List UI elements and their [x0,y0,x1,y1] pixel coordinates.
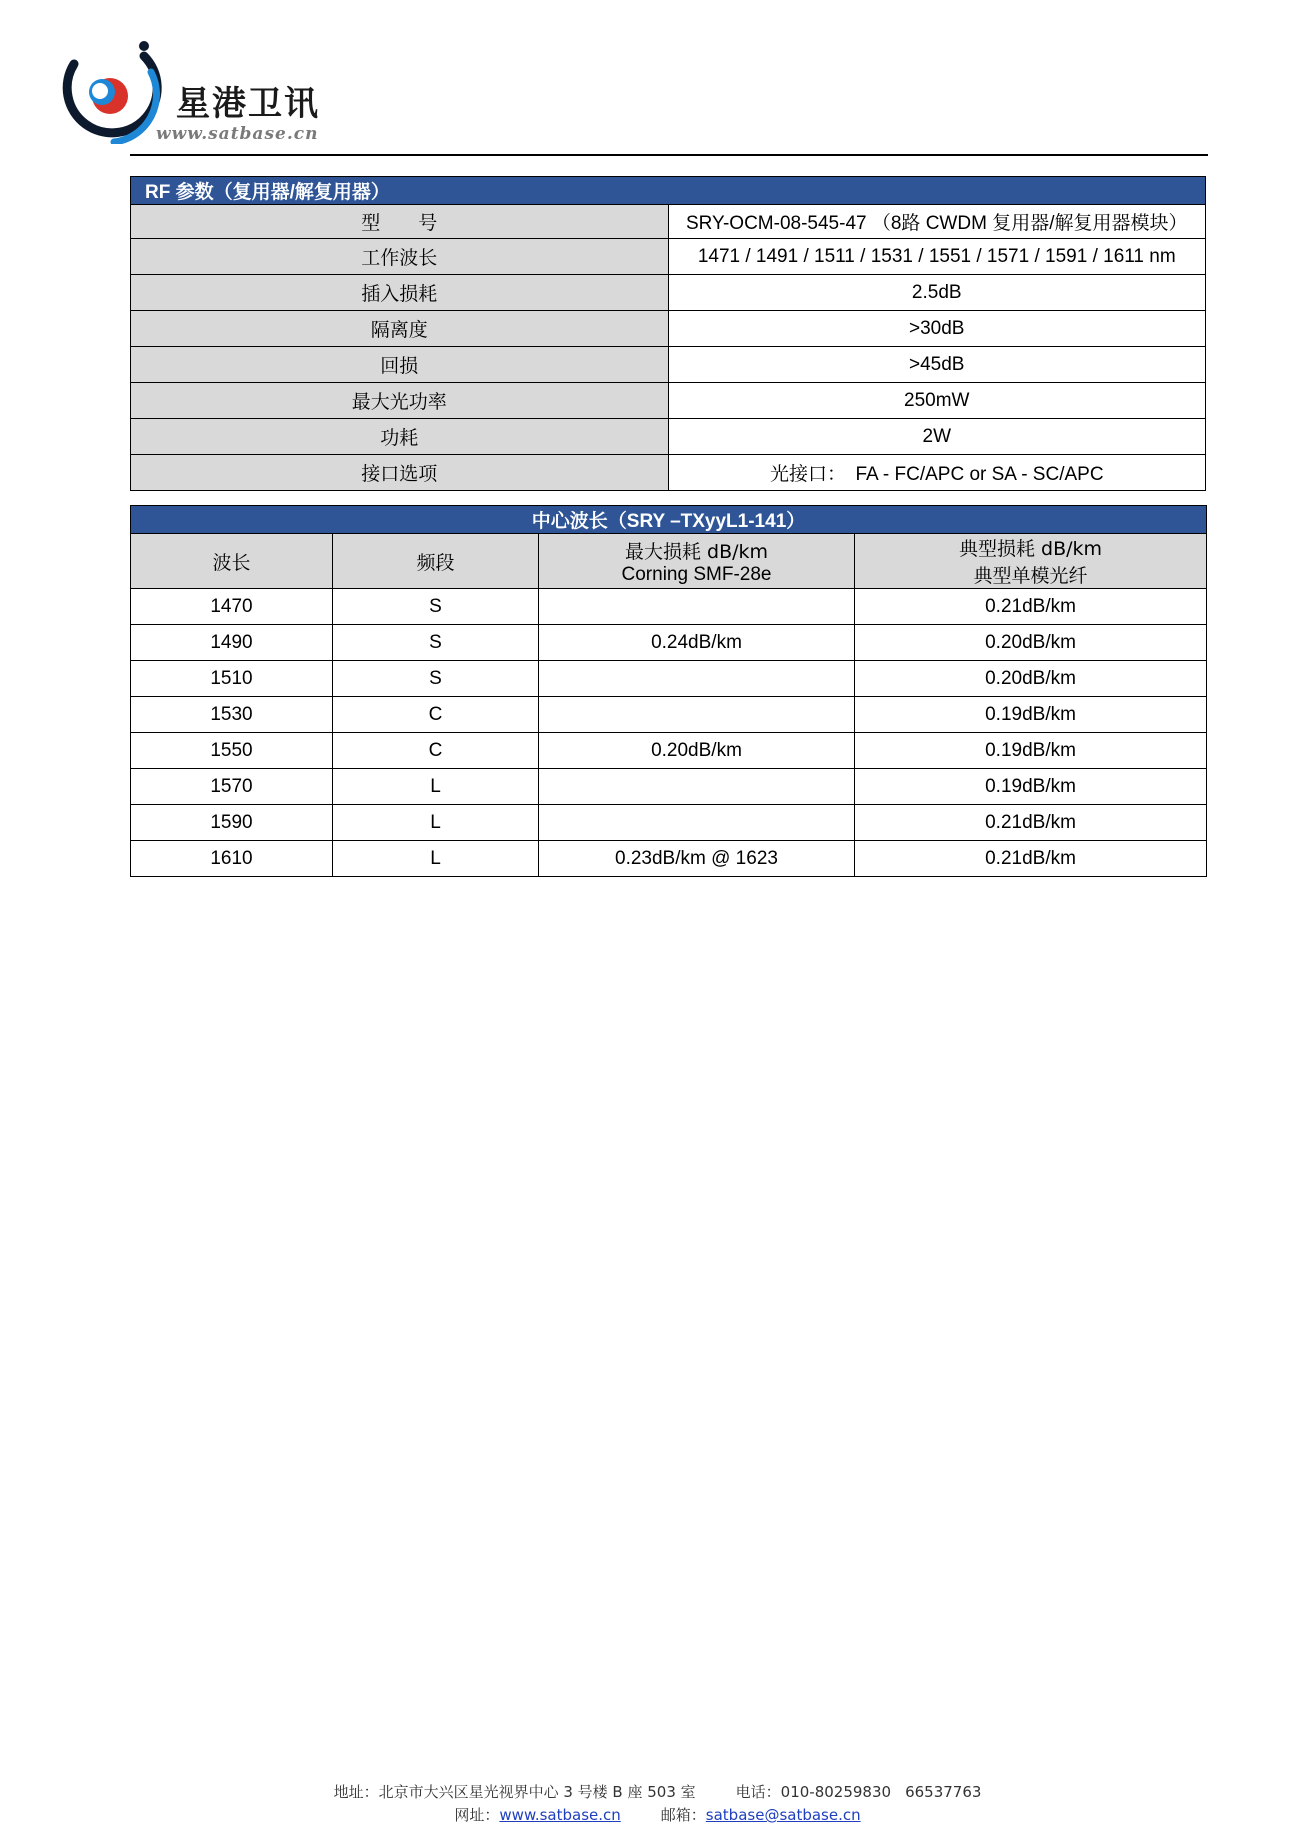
cell-band: L [333,769,539,805]
cell-typical-loss: 0.21dB/km [855,589,1207,625]
satellite-ring-icon [56,34,166,144]
email-link[interactable]: satbase@satbase.cn [705,1806,861,1824]
rf-table-title: RF 参数（复用器/解复用器） [131,177,1206,205]
cell-typical-loss: 0.20dB/km [855,661,1207,697]
row-value: 光接口： FA - FC/APC or SA - SC/APC [668,455,1206,491]
cell-wavelength: 1590 [131,805,333,841]
footer-line-2 [0,1804,1315,1825]
cell-typical-loss: 0.19dB/km [855,769,1207,805]
row-value: 2.5dB [668,275,1206,311]
table-row [131,419,1206,455]
table-row [131,239,1206,275]
cell-max-loss: 0.20dB/km [539,733,855,769]
table-row [131,275,1206,311]
header-typical-loss-line2: 典型单模光纤 [973,565,1088,587]
row-label: 插入损耗 [131,275,669,311]
table-row [131,697,1207,733]
cell-typical-loss: 0.19dB/km [855,733,1207,769]
cell-band: S [333,589,539,625]
header-wavelength: 波长 [131,534,333,589]
company-logo [56,34,166,144]
row-value: >45dB [668,347,1206,383]
wavelength-table-title: 中心波长（SRY –TXyyL1-141） [131,506,1207,534]
cell-wavelength: 1570 [131,769,333,805]
footer-phone-2: 66537763 [905,1783,982,1801]
cell-max-loss [539,589,855,625]
row-value: >30dB [668,311,1206,347]
row-label: 最大光功率 [131,383,669,419]
cell-max-loss [539,805,855,841]
rf-parameters-table [130,176,1206,491]
cell-wavelength: 1490 [131,625,333,661]
row-value: 1471 / 1491 / 1511 / 1531 / 1551 / 1571 / 1591 / 1611 nm [668,239,1206,275]
row-value: 250mW [668,383,1206,419]
table-row [131,805,1207,841]
table-row [131,383,1206,419]
address-label: 地址： [333,1783,379,1801]
brand-name: 星港卫讯 [176,84,320,124]
table-header-row [131,534,1207,589]
row-label: 功耗 [131,419,669,455]
cell-band: L [333,841,539,877]
cell-band: C [333,697,539,733]
cell-max-loss [539,661,855,697]
email-label: 邮箱： [660,1806,706,1824]
cell-wavelength: 1510 [131,661,333,697]
website-link[interactable]: www.satbase.cn [499,1806,621,1824]
brand-url: www.satbase.cn [156,124,319,144]
row-value: 2W [668,419,1206,455]
row-label: 接口选项 [131,455,669,491]
cell-max-loss [539,769,855,805]
header-max-loss-line2: Corning SMF-28e [621,563,772,585]
table-row [131,733,1207,769]
row-value: SRY-OCM-08-545-47 （8路 CWDM 复用器/解复用器模块） [668,205,1206,239]
web-label: 网址： [454,1806,500,1824]
header-typical-loss-line1: 典型损耗 dB/km [958,538,1103,560]
cell-band: S [333,625,539,661]
cell-band: C [333,733,539,769]
cell-max-loss [539,697,855,733]
cell-wavelength: 1530 [131,697,333,733]
table-row [131,841,1207,877]
cell-wavelength: 1550 [131,733,333,769]
table-row [131,625,1207,661]
table-row [131,205,1206,239]
header-max-loss [539,534,855,589]
cell-wavelength: 1470 [131,589,333,625]
cell-band: L [333,805,539,841]
header-divider [130,154,1208,156]
phone-label: 电话： [735,1783,781,1801]
row-label: 工作波长 [131,239,669,275]
table-row [131,661,1207,697]
footer-address: 北京市大兴区星光视界中心 3 号楼 B 座 503 室 [378,1783,696,1801]
cell-wavelength: 1610 [131,841,333,877]
table-row [131,455,1206,491]
cell-band: S [333,661,539,697]
cell-typical-loss: 0.21dB/km [855,841,1207,877]
cell-typical-loss: 0.20dB/km [855,625,1207,661]
cell-typical-loss: 0.21dB/km [855,805,1207,841]
cell-max-loss: 0.24dB/km [539,625,855,661]
footer-line-1 [0,1781,1315,1802]
table-row [131,769,1207,805]
center-wavelength-table [130,505,1207,877]
footer-phone-1: 010-80259830 [780,1783,892,1801]
row-label: 型 号 [131,205,669,239]
header-band: 频段 [333,534,539,589]
table-row [131,347,1206,383]
table-row [131,589,1207,625]
header-typical-loss [855,534,1207,589]
table-row [131,311,1206,347]
header-max-loss-line1: 最大损耗 dB/km [624,540,769,563]
cell-max-loss: 0.23dB/km @ 1623 [539,841,855,877]
row-label: 回损 [131,347,669,383]
row-label: 隔离度 [131,311,669,347]
cell-typical-loss: 0.19dB/km [855,697,1207,733]
